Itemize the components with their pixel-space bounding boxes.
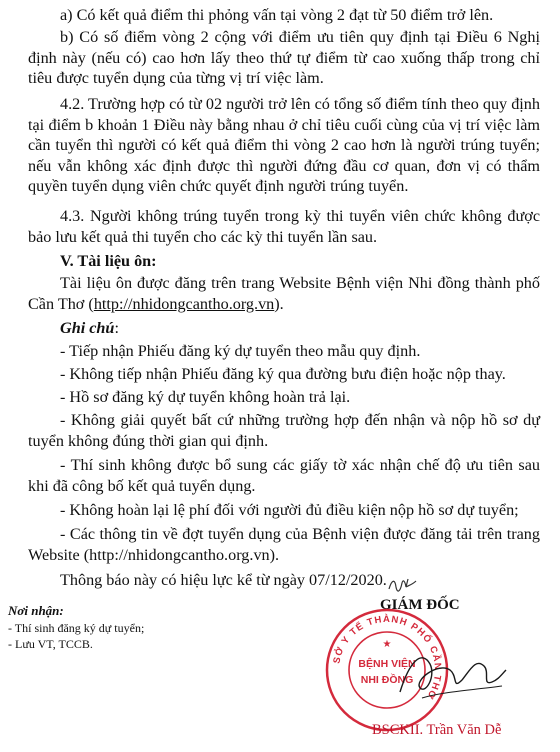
section-v-text <box>28 273 540 314</box>
paragraph-4-3: 4.3. Người không trúng tuyển trong kỳ thi tuyển viên chức không được bảo lưu kết quả thi tuyển cho các kỳ thi tuyển lần sau. <box>28 207 540 246</box>
recipients-heading: Nơi nhận: <box>8 603 64 618</box>
stamp-ring-text: SỞ Y TẾ THÀNH PHỐ CẦN THƠ <box>331 613 444 702</box>
signer-name: BSCKII. Trần Văn Dễ <box>372 722 502 738</box>
notes-heading-colon: : <box>114 319 119 337</box>
recipient-item: - Thí sinh đăng ký dự tuyển; <box>8 621 145 635</box>
stamp-text-top: BỆNH VIỆN <box>358 658 416 670</box>
note-item: - Thí sinh không được bổ sung các giấy tờ xác nhận chế độ ưu tiên sau khi đã công bố kết quả tuyển dụng. <box>28 456 540 495</box>
paragraph-4-2: 4.2. Trường hợp có từ 02 người trở lên có tổng số điểm tính theo quy định tại điểm b khoản 1 Điều này bằng nhau ở chỉ tiêu cuối cùng của vị trí việc làm cần tuyển thì người có kết quả điểm thi vòng 2 cao hơn là người trúng tuyển; nếu vẫn không xác định được thì người đứng đầu cơ quan, đơn vị có thẩm quyền tuyển dụng viên chức quyết định người trúng tuyển. <box>28 95 540 195</box>
stamp-star-icon: ★ <box>382 639 392 650</box>
effective-date-text: Thông báo này có hiệu lực kể từ ngày 07/12/2020. <box>60 571 387 589</box>
recipient-item: - Lưu VT, TCCB. <box>8 637 93 651</box>
paragraph-b: b) Có số điểm vòng 2 cộng với điểm ưu tiên quy định tại Điều 6 Nghị định này (nếu có) cao hơn lấy theo thứ tự điểm từ cao xuống thấp trong chỉ tiêu được tuyển dụng của từng vị trí việc làm. <box>28 28 540 87</box>
note-item: - Hồ sơ đăng ký dự tuyển không hoàn trả lại. <box>60 388 351 406</box>
note-item: - Không tiếp nhận Phiếu đăng ký qua đường bưu điện hoặc nộp thay. <box>60 365 506 383</box>
note-item: - Các thông tin về đợt tuyển dụng của Bệnh viện được đăng tải trên trang Website (http://nhidongcantho.org.vn). <box>28 525 540 564</box>
note-item: - Không hoàn lại lệ phí đối với người đủ điều kiện nộp hồ sơ dự tuyển; <box>60 501 519 519</box>
note-item: - Tiếp nhận Phiếu đăng ký dự tuyển theo mẫu quy định. <box>60 342 421 360</box>
section-v-text-prefix: Tài liệu ôn được đăng trên trang Website Bệnh viện Nhi đồng thành phố Cần Thơ ( <box>28 274 540 313</box>
note-item: - Không giải quyết bất cứ những trường hợp đến nhận và nộp hồ sơ dự tuyển không đúng thời gian qui định. <box>28 411 540 450</box>
paragraph-a: a) Có kết quả điểm thi phỏng vấn tại vòng 2 đạt từ 50 điểm trở lên. <box>60 6 494 24</box>
initials-scribble <box>386 575 418 597</box>
section-v-text-suffix: ). <box>274 294 284 313</box>
signer-title: GIÁM ĐỐC <box>380 597 460 613</box>
stamp-text-bottom: NHI ĐỒNG <box>360 674 414 686</box>
website-link[interactable]: http://nhidongcantho.org.vn <box>93 294 275 313</box>
notes-heading-label: Ghi chú <box>60 319 115 337</box>
signature-scribble <box>392 640 512 712</box>
notes-heading <box>60 318 540 339</box>
section-v-heading: V. Tài liệu ôn: <box>60 252 157 270</box>
